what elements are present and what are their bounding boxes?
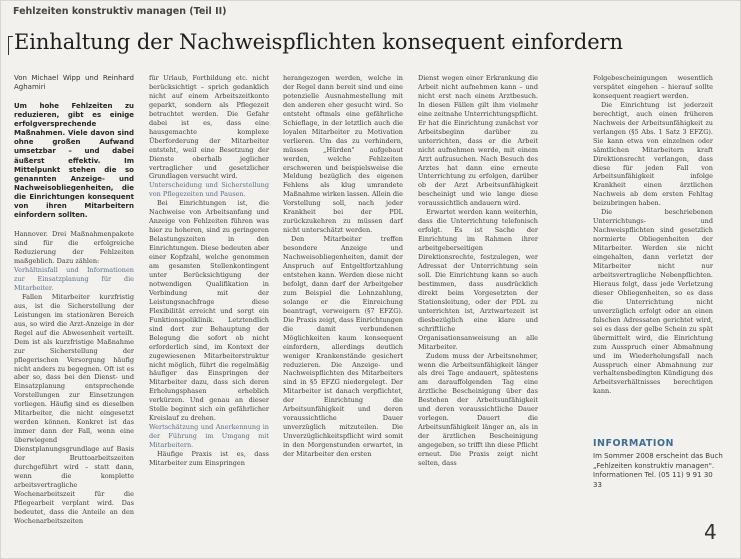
series-title: Fehlzeiten konstruktiv managen (Teil II): [13, 6, 227, 17]
paragraph: Erwartet werden kann weiterhin, dass die Unterrichtung telefonisch erfolgt. Es ist Sache der Einrichtung im Rahmen ihrer arbeitgeberseitigen Direktionsrechte, festzulegen, wer Adressat der Unterrichtung sein soll. Die Einrichtung kann so auch bestimmen, dass ausdrücklich direkt beim Vorgesetzten der Stationsleitung, oder der PDL zu unterrichten ist, Arztwartezeit ist diesbezüglich eine klare und schriftliche Organisationsanweisung an alle Mitarbeiter.: [418, 208, 538, 351]
subheading: Verhältnisfall und Informationen zur Einsatzplanung für die Mitarbeiter.: [14, 266, 134, 292]
byline: Von Michael Wipp und Reinhard Aghamiri: [14, 74, 134, 91]
column-2-body: [149, 74, 269, 468]
paragraph: Zudem muss der Arbeitsnehmer, wenn die Arbeitsunfähigkeit länger als drei Tage andauert, spätestens am darauffolgenden Tag eine ärztliche Bescheinigung über das Bestehen der Arbeitsunfähigkeit und deren voraussichtliche Dauer vorlegen. Dauert die Arbeitsunfähigkeit länger an, als in der ärztlichen Bescheinigung angegeben, so trifft ihn diese Pflicht erneut. Die Praxis zeigt nicht selten, dass: [418, 351, 538, 467]
column-2: [149, 74, 269, 468]
subheading: Unterscheidung und Sicherstellung von Pflegezeiten und Pausen.: [149, 181, 269, 199]
paragraph: herangezogen werden, welche in der Regel dann bereit sind und eine potenzielle Ausnahmestellung mit den anderen eher gesucht wird. So entsteht oftmals eine gefährliche Schieflage, in der letztlich auch die loyalen Mitarbeiter zu Motivation verlieren. Um das zu verhindern, müssen „Hürden" aufgebaut werden, welche Fehlzeiten erschweren und beispielsweise die Meldung bezüglich des eigenen Fehlens als klug umrandete Maßnahme wirken lassen. Allein die Vorstellung soll, nach jeder Krankheit bei der PDL zurückzukehren zu müssen darf nicht unterschätzt werden.: [283, 74, 403, 235]
column-5: [593, 74, 713, 436]
article-headline: Einhaltung der Nachweispflichten konsequent einfordern: [14, 30, 623, 54]
column-3: [283, 74, 403, 459]
column-3-body: [283, 74, 403, 459]
lead-paragraph: Um hohe Fehlzeiten zu reduzieren, gibt es einige erfolgversprechende Maßnahmen. Viele davon sind ohne großen Aufwand umsetzbar – und dabei äußerst effektiv. Im Mittelpunkt stehen die so genannten Anzeige- und Nachweisobliegenheiten, die die Einrichtungen konsequent von ihren Mitarbeitern einfordern sollten.: [14, 102, 134, 220]
info-text: Im Sommer 2008 erscheint das Buch „Fehlzeiten konstruktiv managen". Informationen Tel. (05 11) 9 91 30 33: [593, 452, 723, 489]
column-5-body: [593, 74, 713, 396]
column-1: [14, 74, 134, 526]
column-4-body: [418, 74, 538, 468]
paragraph: Die Einrichtung ist jederzeit berechtigt, auch einen früheren Nachweis der Arbeitsunfähigkeit zu verlangen (§5 Abs. 1 Satz 3 EFZG). Sie kann etwa von einzelnen oder sämtlichen Mitarbeitern kraft Direktionsrecht verlangen, dass diese für jeden Fall von Arbeitsunfähigkeit infolge Krankheit einen ärztlichen Nachweis ab dem ersten Fehltag beizubringen haben.: [593, 100, 713, 208]
paragraph: Folgebescheinigungen wesentlich verspätet eingehen – hierauf sollte konsequent reagiert werden.: [593, 74, 713, 100]
paragraph: Häufige Praxis ist es, dass Mitarbeiter zum Einspringen: [149, 450, 269, 467]
paragraph: Hannover. Drei Maßnahmenpakete sind für die erfolgreiche Reduzierung der Fehlzeiten maßgeblich. Dazu zählen:: [14, 230, 134, 266]
column-1-body: [14, 230, 134, 525]
info-title: INFORMATION: [593, 438, 674, 449]
page-number: 4: [704, 520, 717, 544]
column-4: [418, 74, 538, 468]
paragraph: Dienst wegen einer Erkrankung die Arbeit nicht aufnehmen kann – und nicht erst nach einem Arztbesuch. In diesen Fällen gilt ihm vielmehr eine zeitnahe Unterrichtungspflicht. Er hat die Einrichtung zunächst vor Arbeitsbeginn darüber zu unterrichten, dass er die Arbeit nicht aufnehmen werde, mit einem Arzt aufzusuchen. Nach Besuch des Arztes hat dann eine erneute Unterrichtung zu erfolgen, darüber ob der Arzt Arbeitsunfähigkeit bescheinigt und wie lange diese voraussichtlich andauern wird.: [418, 74, 538, 208]
subheading: Wertschätzung und Anerkennung in der Führung im Umgang mit Mitarbeitern.: [149, 423, 269, 450]
paragraph: Den Mitarbeiter treffen besondere Anzeige und Nachweisobliegenheiten, damit der Anspruch auf Entgeltfortzahlung entstehen kann. Werden diese nicht befolgt, dann darf der Arbeitgeber zum Beispiel die Lohnzahlung, solange er die Einreichung beantragt, verweigern (§7 EFZG). Die Praxis zeigt, dass Einrichtungen die damit verbundenen Möglichkeiten kaum konsequent einfordern, allerdings deutlich weniger Krankenstände gesichert reduzieren. Die Anzeige- und Nachweispflichten des Mitarbeiters sind in §5 EFZG niedergelegt. Der Mitarbeiter ist danach verpflichtet, der Einrichtung die Arbeitsunfähigkeit und deren voraussichtliche Dauer unverzüglich mitzuteilen. Die Unverzüglichkeitspflicht wird somit in den Morgenstunden erwartet, in der Mitarbeiter den ersten: [283, 235, 403, 459]
paragraph: Die beschriebenen Unterrichtungs- und Nachweispflichten sind gesetzlich normierte Obliegenheiten der Mitarbeiter. Werden sie nicht eingehalten, dann verletzt der Mitarbeiter nicht nur arbeitsvertragliche Nebenpflichten. Hieraus folgt, dass jede Verletzung dieser Obliegenheiten, so es dass die Unterrichtung nicht unverzüglich erfolgt oder an einen falschen Adressaten gerichtet wird, sei es dass der gelbe Schein zu spät übermittelt wird, die Einrichtung zum Ausspruch einer Abmahnung und im Wiederholungsfall nach Ausspruch einer Abmahnung zur verhaltensbedingten Kündigung des Arbeitsverhältnisses berechtigen kann.: [593, 208, 713, 396]
paragraph: für Urlaub, Fortbildung etc. nicht berücksichtigt – sprich gedanklich nicht auf einem Arbeitszeitkonto geparkt, sondern als Pflegezeit betrachtet werden. Die Gefahr dabei ist es, dass eine hausgemachte komplexe Überforderung der Mitarbeiter entsteht, weil eine Besetzung der Dienste oberhalb jeglicher vertraglicher und gesetzlicher Grundlagen versucht wird.: [149, 74, 269, 181]
paragraph: Bei Einrichtungen ist, die Nachweise von Arbeitsanfang und Anzeige von Fehlzeiten führen was hier zu hoheren, sind zu geringeren Belastungszeiten in den Einrichtungen. Diese bedeuten aber einer Kopfzahl, welche genommen am gesamten Stellenkontingent unter Berücksichtigung der notwendigen Qualifikation in Verbindung mit der Leistungsnachfrage diese Flexibilität erreicht und sorgt ein Funktionspoliklinik. Letztendlich sind dort zur Behauptung der Belegung die sofort ob nicht erforderlich sind, im Kontext der zugewiesenen Mitarbeiterstruktur nicht möglich, führt die regelmäßig häufiger das Einspringen der Mitarbeiter dazu, dass sich deren Erholungsphasen erheblich verkürzen. Und genau an dieser Stelle beginnt sich ein gefährlicher Kreislauf zu drehen.: [149, 199, 269, 423]
paragraph: Fallen Mitarbeiter kurzfristig aus, ist die Sicherstellung der Leistungen im stationären Bereich aus, so wird die Arzt-Anzeige in der Regel auf die Abwesenheit verteilt. Dem ist als kurzfristige Maßnahme zur Sicherstellung der pflegerischen Versorgung häufig nicht anders zu begegnen. Oft ist es aber so, dass bei den Dienst- und Einsatzplanung entsprechende Vorstellungen zur Einsetzungen vorliegen. Häufig sind es dieselben Mitarbeiter, die nicht eingesetzt werden können. Konkret ist das immer dann der Fall, wenn eine überwiegend Dienstplanungsgrundlage auf Basis der Bruttoarbeitszeiten durchgeführt wird – statt dann, wenn die komplette arbeitsvertragliche Wochenarbeitszeit für die Pflegearbeit verplant wird. Das bedeutet, dass die Anteile an den Wochenarbeitszeiten: [14, 292, 134, 525]
headline-bracket: [8, 36, 13, 55]
